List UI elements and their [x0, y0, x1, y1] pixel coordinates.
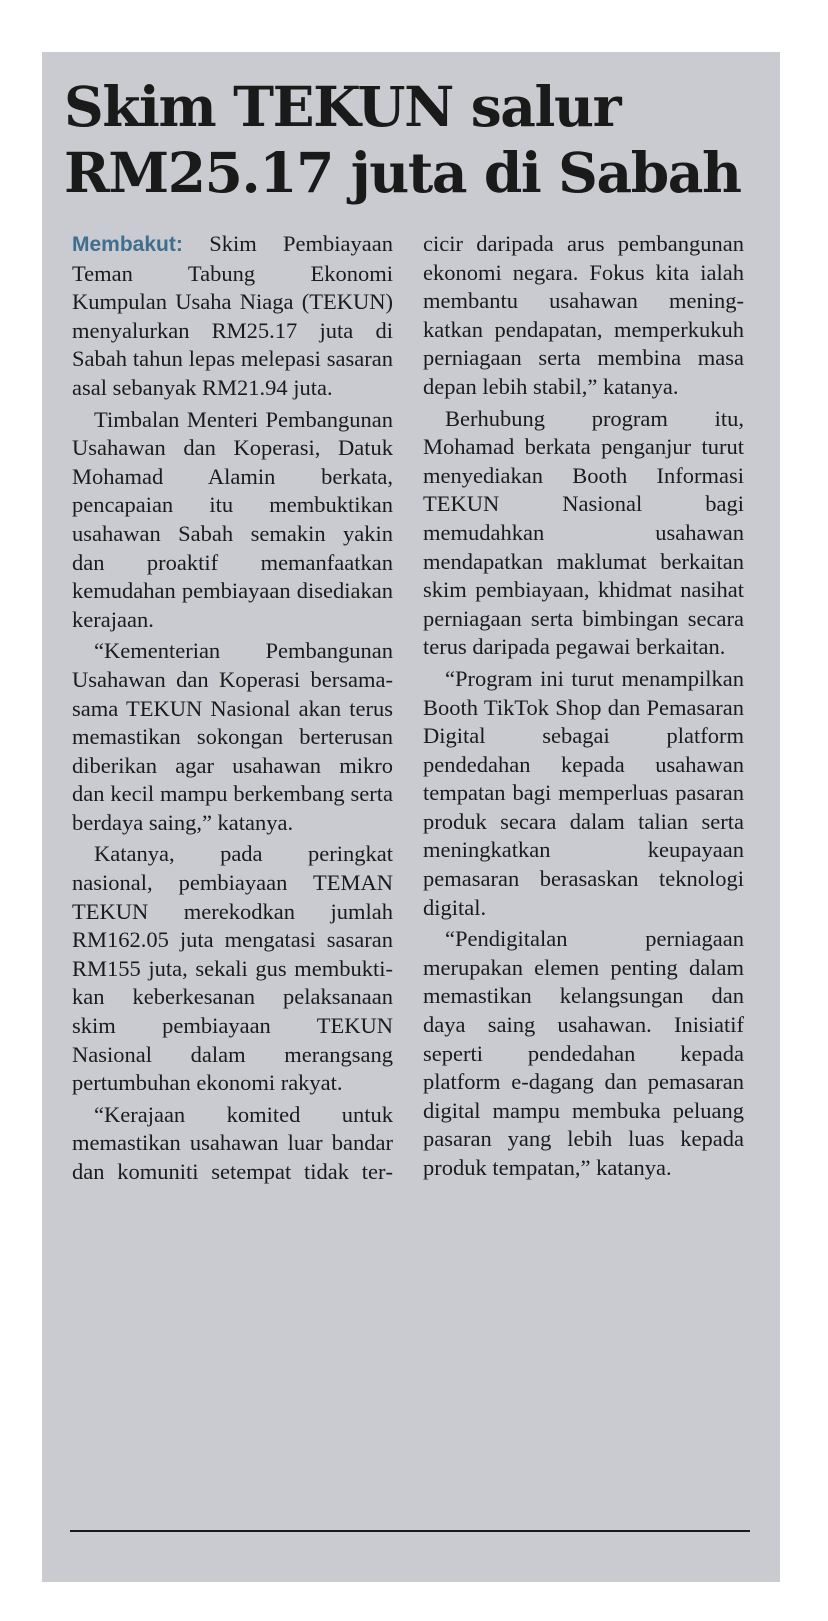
paragraph: “Program ini turut menampilkan Booth TikTok Shop dan Pemasaran Digital sebagai platform pendedahan kepada usahawan tempatan bagi memperluas pasaran produk secara dalam talian serta meningkatkan keupayaan pemasaran berasaskan teknologi digital. [423, 665, 744, 920]
paragraph-lead-text: Skim Pembiayaan Teman Tabung Ekonomi Kumpulan Usaha Niaga (TEKUN) menyalurkan RM25.17 juta di Sabah tahun lepas melepasi sasaran asal sebanyak RM21.94 juta. [72, 231, 393, 400]
dateline: Membakut: [72, 233, 183, 256]
paragraph: “Kementerian Pembangunan Usahawan dan Koperasi bersama-sama TEKUN Nasional akan terus memastikan sokongan berterusan diberikan agar usahawan mikro dan kecil mampu berkembang serta berdaya saing,” katanya. [72, 638, 393, 835]
headline [64, 74, 764, 206]
article-body [72, 230, 744, 1187]
headline-line-1: Skim TEKUN salur [64, 74, 621, 139]
headline-line-2: RM25.17 juta di Sabah [64, 140, 741, 205]
paragraph: “Pendigitalan perniagaan merupakan elemen penting dalam memastikan kelangsungan dan daya saing usahawan. Inisiatif seperti pendedahan kepada platform e-dagang dan pemasaran digital mampu membuka peluang pasaran yang lebih luas kepada produk tempatan,” katanya. [423, 926, 744, 1180]
paragraph: “Kerajaan komited untuk memastikan usahawan luar bandar dan komuniti setempat tidak tercicir daripada arus pembangunan ekonomi negara. Fokus kita ialah membantu usahawan meningkatkan pendapatan, memperkukuh perniagaan serta membina masa depan lebih stabil,” katanya. [72, 231, 744, 1184]
paragraph: Berhubung program itu, Mohamad berkata penganjur turut menyediakan Booth Informasi TEKUN Nasional bagi memudahkan usahawan mendapatkan maklumat berkaitan skim pembiayaan, khidmat nasihat perniagaan serta bimbingan secara terus daripada pegawai berkaitan. [423, 405, 744, 660]
paragraph: Timbalan Menteri Pembangunan Usahawan dan Koperasi, Datuk Mohamad Alamin berkata, pencapaian itu membuktikan usahawan Sabah semakin yakin dan proaktif memanfaatkan kemudahan pembiayaan disediakan kerajaan. [72, 406, 393, 632]
newspaper-clipping [42, 52, 780, 1582]
bottom-rule [70, 1530, 750, 1532]
paragraph: Katanya, pada peringkat nasional, pembiayaan TEMAN TEKUN merekodkan jumlah RM162.05 juta mengatasi sasaran RM155 juta, sekali gus membuktikan keberkesanan pelaksanaan skim pembiayaan TEKUN Nasional dalam merangsang pertumbuhan ekonomi rakyat. [72, 841, 393, 1096]
paragraph-lead [72, 230, 393, 403]
